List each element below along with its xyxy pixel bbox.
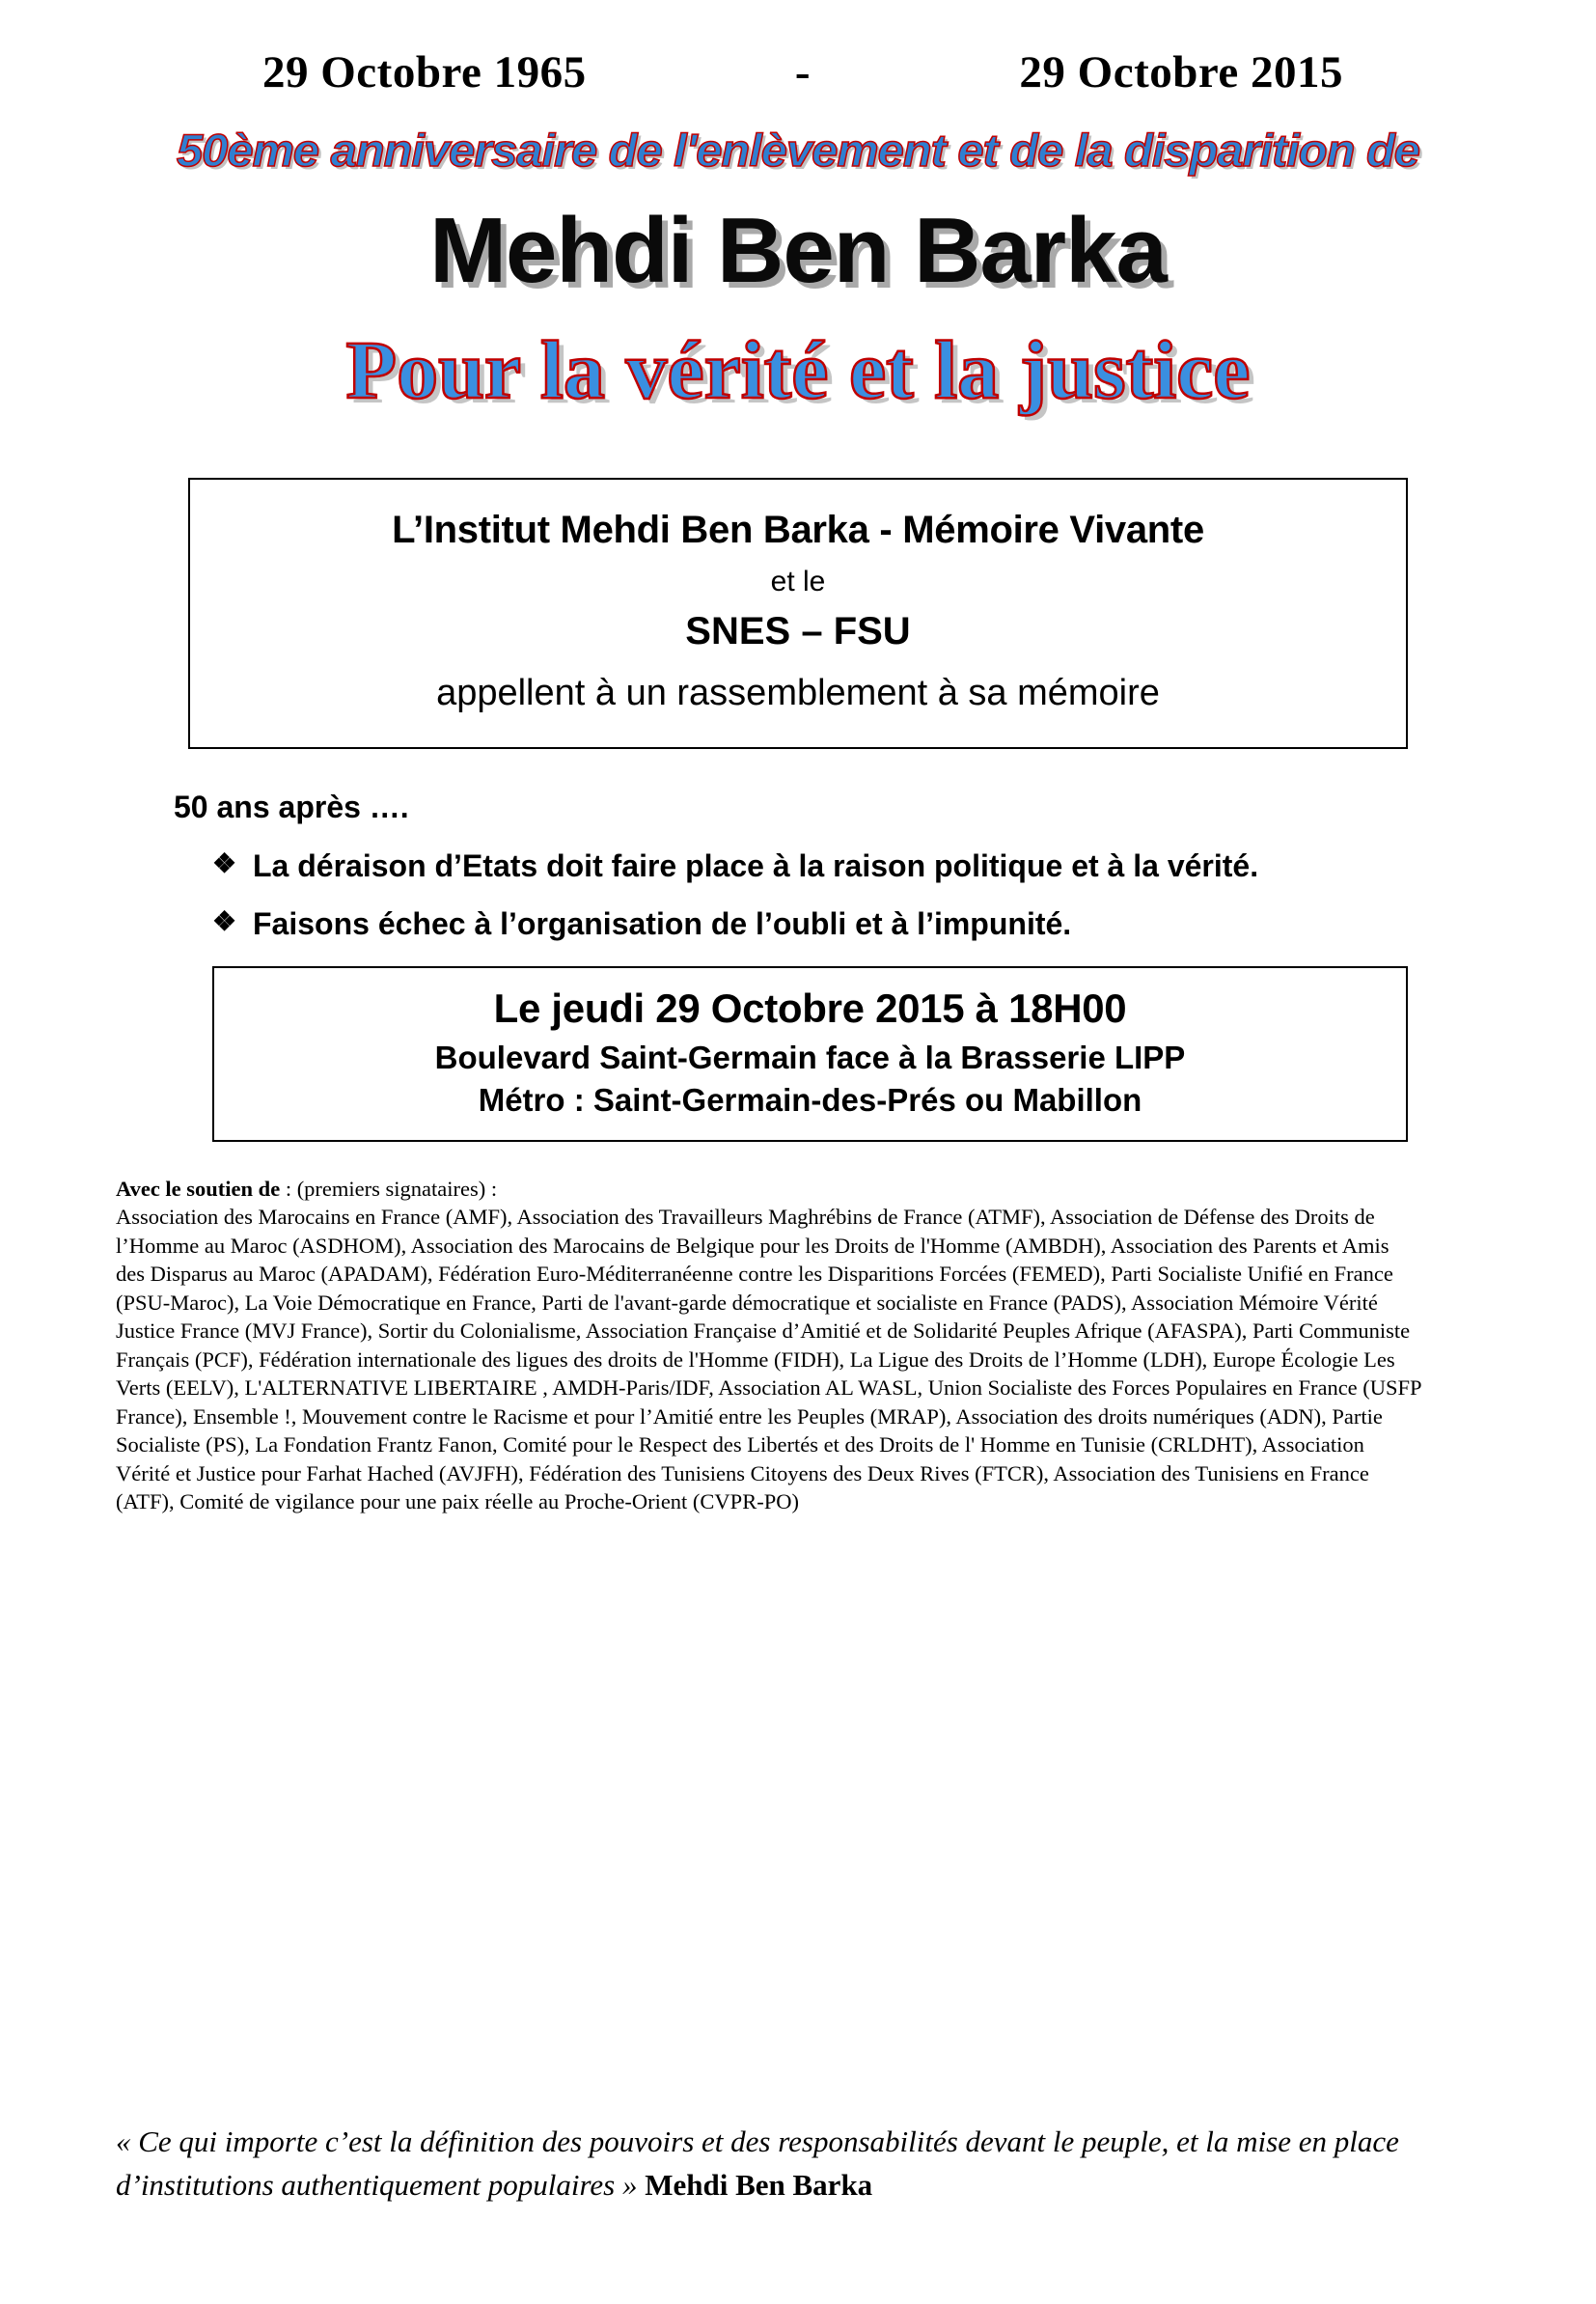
- supporters-lead-suffix: : (premiers signataires) :: [280, 1177, 498, 1201]
- organizer-institute: L’Institut Mehdi Ben Barka - Mémoire Vivante: [392, 509, 1204, 551]
- event-details-box: [212, 966, 1408, 1142]
- supporters-lead: Avec le soutien de: [116, 1177, 281, 1201]
- after-heading: 50 ans après ….: [174, 790, 409, 824]
- event-metro: Métro : Saint-Germain-des-Prés ou Mabillon: [478, 1082, 1142, 1118]
- person-name-title: Mehdi Ben Barka: [429, 199, 1167, 302]
- closing-quote: [116, 2121, 1480, 2207]
- supporters-section: [116, 1175, 1422, 1516]
- bullet-diamond-icon: ❖: [212, 906, 237, 936]
- event-location: Boulevard Saint-Germain face à la Brasserie LIPP: [434, 1040, 1186, 1075]
- call-box: [188, 478, 1408, 749]
- bullet-list: [212, 847, 1480, 943]
- date-start: 29 Octobre 1965: [262, 47, 587, 97]
- slogan-title: Pour la vérité et la justice: [345, 323, 1251, 416]
- organizer-union: SNES – FSU: [685, 610, 911, 652]
- date-separator: -: [794, 47, 812, 97]
- quote-text: « Ce qui importe c’est la définition des pouvoirs et des responsabilités devant le peuple, et la mise en place d’institutions authentiquement populaires »: [116, 2124, 1399, 2203]
- quote-author: Mehdi Ben Barka: [645, 2168, 873, 2203]
- call-to-gather: appellent à un rassemblement à sa mémoire: [436, 673, 1160, 713]
- list-item-label: Faisons échec à l’organisation de l’oubli et à l’impunité.: [253, 906, 1072, 941]
- event-datetime: Le jeudi 29 Octobre 2015 à 18H00: [493, 985, 1127, 1031]
- supporters-list: Association des Marocains en France (AMF), Association des Travailleurs Maghrébins de France (ATMF), Association de Défense des Droits de l’Homme au Maroc (ASDHOM), Association des Marocains de Belgique pour les Droits de l'Homme (AMBDH), Association des Parents et Amis des Disparus au Maroc (APADAM), Fédération Euro-Méditerranéenne contre les Disparitions Forcées (FEMED), Parti Socialiste Unifié en France (PSU-Maroc), La Voie Démocratique en France, Parti de l'avant-garde démocratique et socialiste en France (PADS), Association Mémoire Vérité Justice France (MVJ France), Sortir du Colonialisme, Association Française d’Amitié et de Solidarité Peuples Afrique (AFASPA), Parti Communiste Français (PCF), Fédération internationale des ligues des droits de l'Homme (FIDH), La Ligue des Droits de l’Homme (LDH), Europe Écologie Les Verts (EELV), L'ALTERNATIVE LIBERTAIRE , AMDH-Paris/IDF, Association AL WASL, Union Socialiste des Forces Populaires en France (USFP France), Ensemble !, Mouvement contre le Racisme et pour l’Amitié entre les Peuples (MRAP), Association des droits numériques (ADN), Partie Socialiste (PS), La Fondation Frantz Fanon, Comité pour le Respect des Libertés et des Droits de l' Homme en Tunisie (CRLDHT), Association Vérité et Justice pour Farhat Hached (AVJFH), Fédération des Tunisiens Citoyens des Deux Rives (FTCR), Association des Tunisiens en France (ATF), Comité de vigilance pour une paix réelle au Proche-Orient (CVPR-PO): [116, 1205, 1421, 1514]
- poster-page: [0, 46, 1596, 2304]
- list-item-label: La déraison d’Etats doit faire place à la raison politique et à la vérité.: [253, 848, 1259, 883]
- date-header: [116, 46, 1480, 98]
- organizer-conjunction: et le: [770, 566, 826, 597]
- bullet-diamond-icon: ❖: [212, 848, 237, 878]
- list-item: [212, 904, 1480, 943]
- list-item: [212, 847, 1480, 885]
- date-end: 29 Octobre 2015: [1019, 47, 1343, 97]
- anniversary-title: 50ème anniversaire de l'enlèvement et de la disparition de: [177, 125, 1419, 176]
